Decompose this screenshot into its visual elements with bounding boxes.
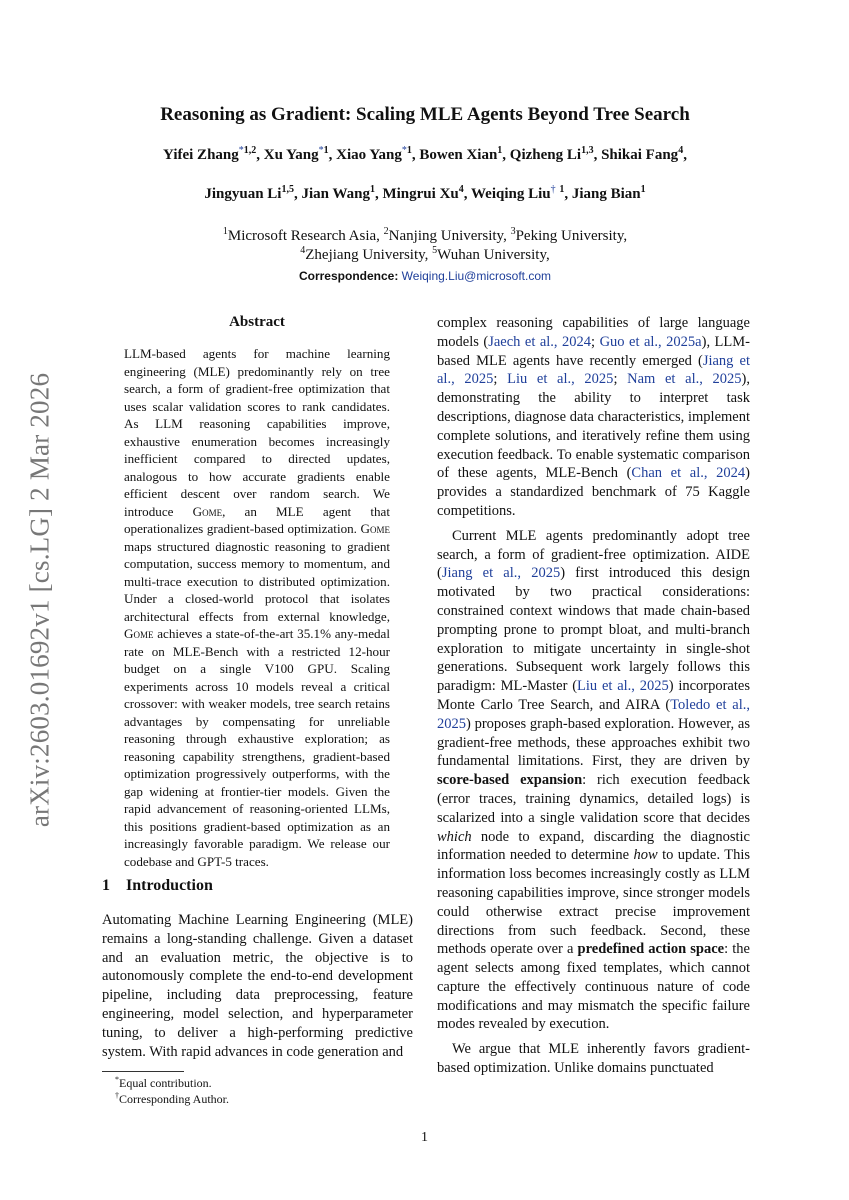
citation-link[interactable]: Jaech et al., 2024 (488, 333, 592, 350)
author: Yifei Zhang$^{*1,2}$ (163, 145, 257, 163)
footnote-rule (102, 1071, 184, 1072)
author: Shikai Fang$^4$ (601, 145, 684, 163)
author: Jian Wang$^1$ (301, 184, 375, 202)
citation-link[interactable]: Jiang et al., 2025 (437, 352, 751, 388)
footnote: *Equal contribution. (115, 1075, 212, 1090)
citation-link[interactable]: Nam et al., 2025 (627, 371, 742, 388)
paragraph: We argue that MLE inherently favors gradient-based optimization. Unlike domains punctuated (437, 1041, 750, 1077)
citation-link[interactable]: Liu et al., 2025 (507, 371, 614, 388)
abstract-heading: Abstract (229, 314, 285, 330)
author-line-1: Yifei Zhang$^{*1,2}$, Xu Yang$^{*1}$, Xiao Yang$^{*1}$, Bowen Xian$^1$, Qizheng Li$^{1,3}$, Shikai Fang$^4$, (163, 145, 687, 163)
abstract-body: LLM-based agents for machine learning engineering (MLE) predominantly rely on tree search, a form of gradient-free optimization that uses scalar validation scores to rank candidates. As LLM reasoning capabilities improve, exhaustive enumeration becomes increasingly inefficient compared to directed updates, analogous to how accurate gradients enable efficient descent over random search. We introduce Gome, an MLE agent that operationalizes gradient-based optimization. Gome maps structured diagnostic reasoning to gradient computation, success memory to momentum, and multi-trace execution to distributed optimization. Under a closed-world protocol that isolates architectural effects from external knowledge, Gome achieves a state-of-the-art 35.1% any-medal rate on MLE-Bench with a restricted 12-hour budget on a single V100 GPU. Scaling experiments across 10 models reveal a critical crossover: with weaker models, tree search retains advantages by compensating for unreliable reasoning through exhaustive exploration; as reasoning capability strengthens, gradient-based optimization progressively outperforms, with the gap widening at frontier-tier models. Given the rapid advancement of reasoning-oriented LLMs, this positions gradient-based optimization as an increasingly favorable paradigm. We release our codebase and GPT-5 traces. (124, 346, 390, 869)
paragraph: complex reasoning capabilities of large language models (Jaech et al., 2024; Guo et al., 2025a), LLM-based MLE agents have recently emerged (Jiang et al., 2025; Liu et al., 2025; Nam et al., 2025), demonstrating the ability to interpret task descriptions, diagnose data characteristics, implement complete solutions, and iteratively refine them using execution feedback. To enable systematic comparison of these agents, MLE-Bench (Chan et al., 2024) provides a standardized benchmark of 75 Kaggle competitions. (437, 315, 751, 519)
author-line-2: Jingyuan Li$^{1,5}$, Jian Wang$^1$, Mingrui Xu$^4$, Weiqing Liu† $^1$, Jiang Bian$^1$ (204, 184, 646, 202)
author: Qizheng Li$^{1,3}$ (509, 145, 594, 163)
citation-link[interactable]: Liu et al., 2025 (577, 678, 669, 695)
paper-title: Reasoning as Gradient: Scaling MLE Agents Beyond Tree Search (160, 104, 690, 125)
author: Bowen Xian$^1$ (419, 145, 503, 163)
citation-link[interactable]: Jiang et al., 2025 (441, 565, 561, 582)
citation-link[interactable]: Toledo et al., 2025 (437, 696, 750, 732)
author: Xiao Yang$^{*1}$ (336, 145, 412, 163)
author: Jingyuan Li$^{1,5}$ (204, 184, 294, 202)
paragraph: Current MLE agents predominantly adopt tree search, a form of gradient-free optimization. AIDE (Jiang et al., 2025) first introduced this design motivated by two practical considerations: constrained context windows that made chain-based prompting prone to prompt bloat, and multi-branch exploration to mitigate uncertainty in single-shot generations. Subsequent work largely follows this paradigm: ML-Master (Liu et al., 2025) incorporates Monte Carlo Tree Search, and AIRA (Toledo et al., 2025) proposes graph-based exploration. However, as gradient-free methods, these approaches exhibit two fundamental limitations. First, they are driven by score-based expansion: rich execution feedback (error traces, training dynamics, detailed logs) is scalarized into a single validation score that decides which node to expand, discarding the diagnostic information needed to determine how to update. This information loss becomes increasingly costly as LLM reasoning capabilities improve, since stronger models could otherwise extract precise improvement directions from such feedback. Second, these methods operate over a predefined action space: the agent selects among fixed templates, which cannot capture the effectively continuous nature of code modifications and may mismatch the specific failure modes revealed by execution. (437, 527, 751, 1033)
section-heading-introduction: 1 Introduction (102, 877, 213, 894)
author: Xu Yang$^{*1}$ (263, 145, 329, 163)
introduction-paragraph: Automating Machine Learning Engineering (MLE) remains a long-standing challenge. Given a dataset and an evaluation metric, the objective is to autonomously complete the end-to-end development pipeline, including data preprocessing, feature engineering, model selection, and hyperparameter tuning, to deliver a high-performing predictive system. With rapid advances in code generation and (102, 912, 413, 1060)
right-column (437, 314, 750, 1078)
author: Jiang Bian$^1$ (571, 184, 646, 202)
author: Mingrui Xu$^4$ (382, 184, 464, 202)
affiliation-line-1: $^1$Microsoft Research Asia, $^2$Nanjing University, $^3$Peking University, (222, 226, 628, 244)
author: Weiqing Liu† $^1$ (470, 184, 565, 202)
affiliation-line-2: $^4$Zhejiang University, $^5$Wuhan University, (300, 245, 550, 263)
footnote: †Corresponding Author. (115, 1091, 229, 1106)
citation-link[interactable]: Guo et al., 2025a (599, 333, 702, 350)
citation-link[interactable]: Chan et al., 2024 (631, 465, 746, 482)
correspondence: Correspondence: Weiqing.Liu@microsoft.com (298, 269, 552, 283)
correspondence-email[interactable]: Weiqing.Liu@microsoft.com (401, 269, 552, 283)
page-number: 1 (421, 1130, 428, 1145)
